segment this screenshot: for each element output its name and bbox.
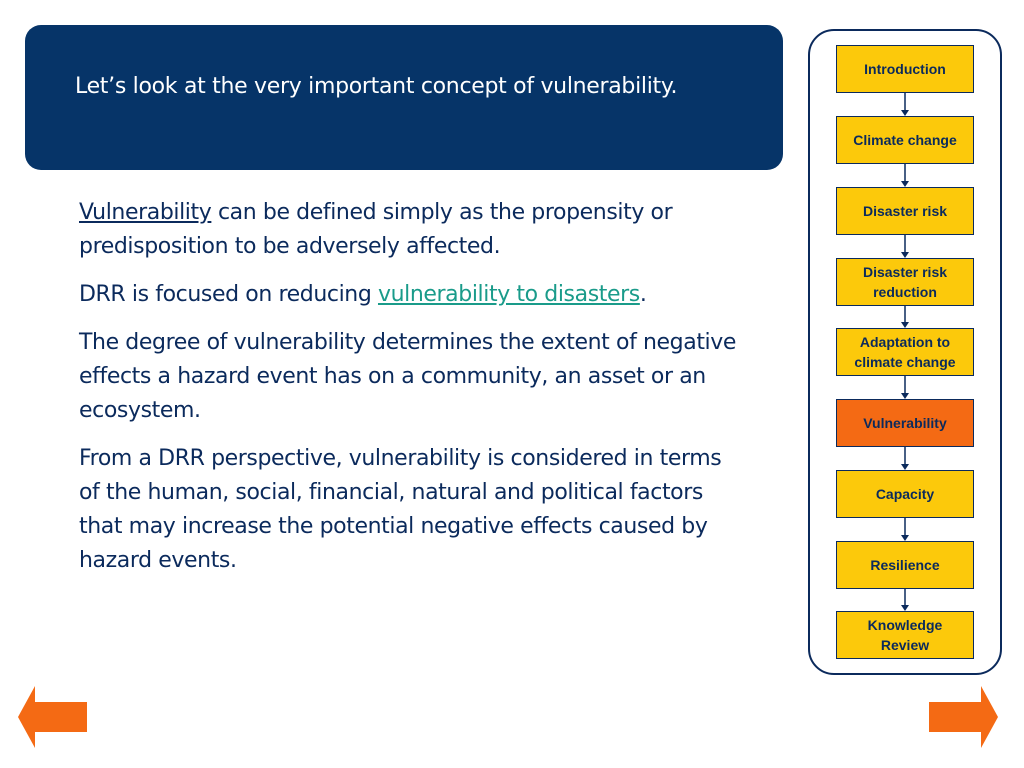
nav-item-label: Capacity xyxy=(875,486,935,502)
vulnerability-to-disasters-link[interactable]: vulnerability to disasters xyxy=(377,282,640,307)
paragraph-definition xyxy=(79,196,744,264)
nav-item-resilience[interactable] xyxy=(836,541,974,589)
paragraph-degree: The degree of vulnerability determines the extent of negative effects a hazard event has on a community, an asset or an ecosystem. xyxy=(79,330,737,423)
definition-text: can be defined simply as the propensity or predisposition to be adversely affected. xyxy=(79,200,673,259)
nav-item-label: Knowledge Review xyxy=(867,617,943,653)
nav-item-knowledge-review[interactable] xyxy=(836,611,974,659)
header-banner xyxy=(25,25,783,170)
paragraph-drr-focus xyxy=(79,278,744,312)
nav-item-label: Disaster risk reduction xyxy=(862,264,948,300)
nav-item-vulnerability[interactable] xyxy=(836,399,974,447)
main-content xyxy=(79,196,744,592)
nav-item-climate-change[interactable] xyxy=(836,116,974,164)
nav-item-label: Vulnerability xyxy=(863,415,947,431)
nav-item-label: Introduction xyxy=(864,61,946,77)
banner-text: Let’s look at the very important concept of vulnerability. xyxy=(75,73,678,99)
paragraph-drr-perspective: From a DRR perspective, vulnerability is considered in terms of the human, social, financial, natural and political factors that may increase the potential negative effects caused by hazard events. xyxy=(79,446,722,573)
nav-item-label: Climate change xyxy=(853,132,957,148)
nav-item-label: Adaptation to climate change xyxy=(854,334,956,370)
nav-item-capacity[interactable] xyxy=(836,470,974,518)
drr-focus-period: . xyxy=(639,282,647,307)
nav-item-disaster-risk[interactable] xyxy=(836,187,974,235)
nav-item-label: Resilience xyxy=(870,557,940,573)
left-arrow-icon[interactable] xyxy=(18,686,88,748)
nav-item-disaster-risk-reduction[interactable] xyxy=(836,258,974,306)
nav-item-introduction[interactable] xyxy=(836,45,974,93)
nav-item-label: Disaster risk xyxy=(862,203,948,219)
vulnerability-term-link[interactable]: Vulnerability xyxy=(79,200,212,225)
right-arrow-icon[interactable] xyxy=(928,686,998,748)
nav-item-adaptation-to-climate-change[interactable] xyxy=(836,328,974,376)
drr-focus-text: DRR is focused on reducing xyxy=(79,282,378,307)
